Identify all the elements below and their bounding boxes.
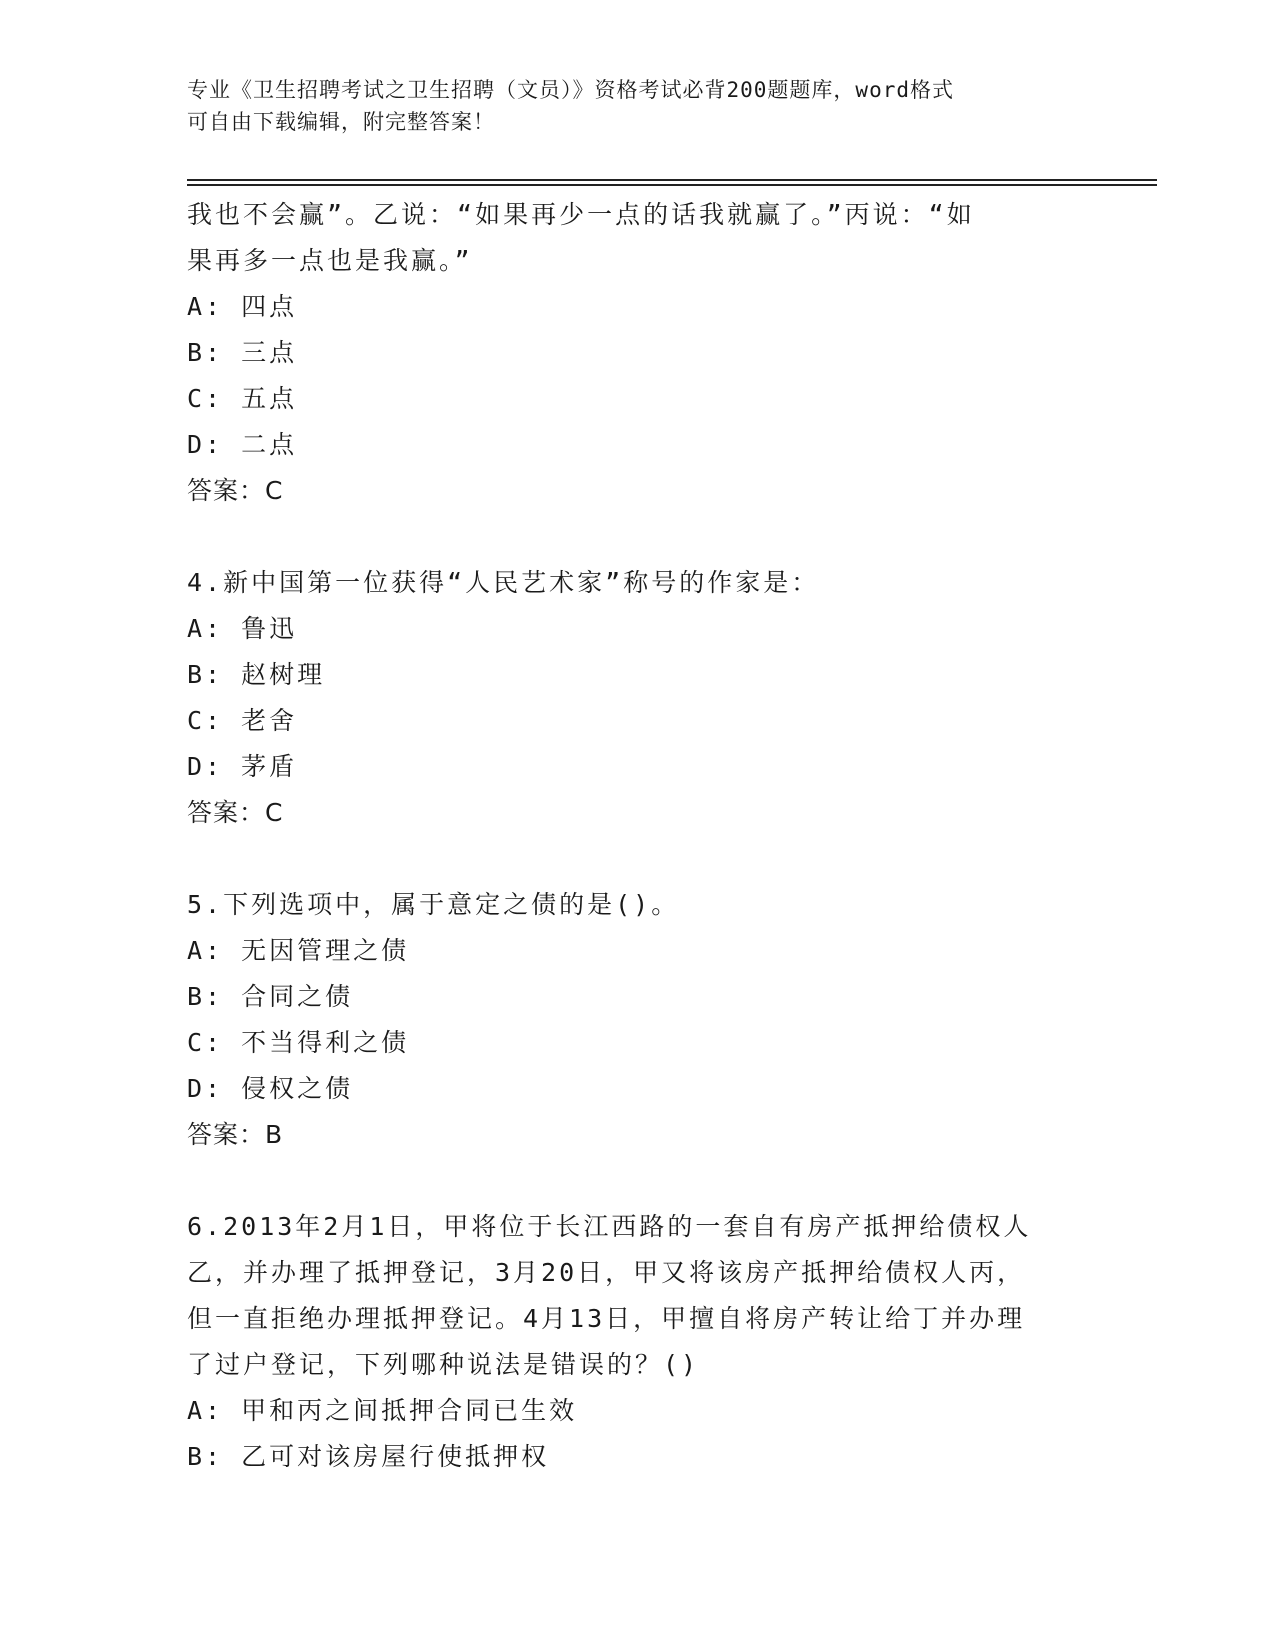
question-3	[187, 192, 1087, 514]
question-6-title-line-4: 了过户登记，下列哪种说法是错误的？()	[187, 1350, 700, 1379]
question-3-answer: 答案：C	[187, 476, 284, 505]
question-5-option-c: C: 不当得利之债	[187, 1028, 410, 1057]
question-3-option-c: C: 五点	[187, 384, 298, 413]
header-line-1: 专业《卫生招聘考试之卫生招聘（文员）》资格考试必背200题题库，word格式	[187, 78, 954, 102]
question-5-option-a: A: 无因管理之债	[187, 936, 410, 965]
header-divider-bottom	[187, 184, 1157, 186]
question-4-answer: 答案：C	[187, 798, 284, 827]
question-5-answer: 答案：B	[187, 1120, 284, 1149]
question-3-text-line-1: 我也不会赢”。乙说：“如果再少一点的话我就赢了。”丙说：“如	[187, 200, 975, 229]
question-4-option-c: C: 老舍	[187, 706, 298, 735]
question-4-option-b: B: 赵树理	[187, 660, 326, 689]
question-4	[187, 560, 1087, 836]
question-6-option-b: B: 乙可对该房屋行使抵押权	[187, 1442, 550, 1471]
question-3-text-line-2: 果再多一点也是我赢。”	[187, 246, 473, 275]
question-6-title-line-1: 6.2013年2月1日，甲将位于长江西路的一套自有房产抵押给债权人	[187, 1212, 1032, 1241]
question-3-option-a: A: 四点	[187, 292, 298, 321]
question-5-option-b: B: 合同之债	[187, 982, 354, 1011]
question-6-title-line-3: 但一直拒绝办理抵押登记。4月13日，甲擅自将房产转让给丁并办理	[187, 1304, 1026, 1333]
question-4-title: 4.新中国第一位获得“人民艺术家”称号的作家是：	[187, 568, 820, 597]
question-5-option-d: D: 侵权之债	[187, 1074, 354, 1103]
document-header	[187, 74, 1067, 138]
header-divider-top	[187, 179, 1157, 181]
question-3-option-b: B: 三点	[187, 338, 298, 367]
question-5	[187, 882, 1087, 1158]
question-4-option-a: A: 鲁迅	[187, 614, 298, 643]
question-content	[187, 192, 1087, 1480]
question-3-option-d: D: 二点	[187, 430, 298, 459]
question-6-title-line-2: 乙，并办理了抵押登记，3月20日，甲又将该房产抵押给债权人丙，	[187, 1258, 1026, 1287]
question-4-option-d: D: 茅盾	[187, 752, 298, 781]
question-6	[187, 1204, 1087, 1480]
question-6-option-a: A: 甲和丙之间抵押合同已生效	[187, 1396, 578, 1425]
question-5-title: 5.下列选项中，属于意定之债的是()。	[187, 890, 680, 919]
header-line-2: 可自由下载编辑，附完整答案！	[187, 110, 495, 134]
